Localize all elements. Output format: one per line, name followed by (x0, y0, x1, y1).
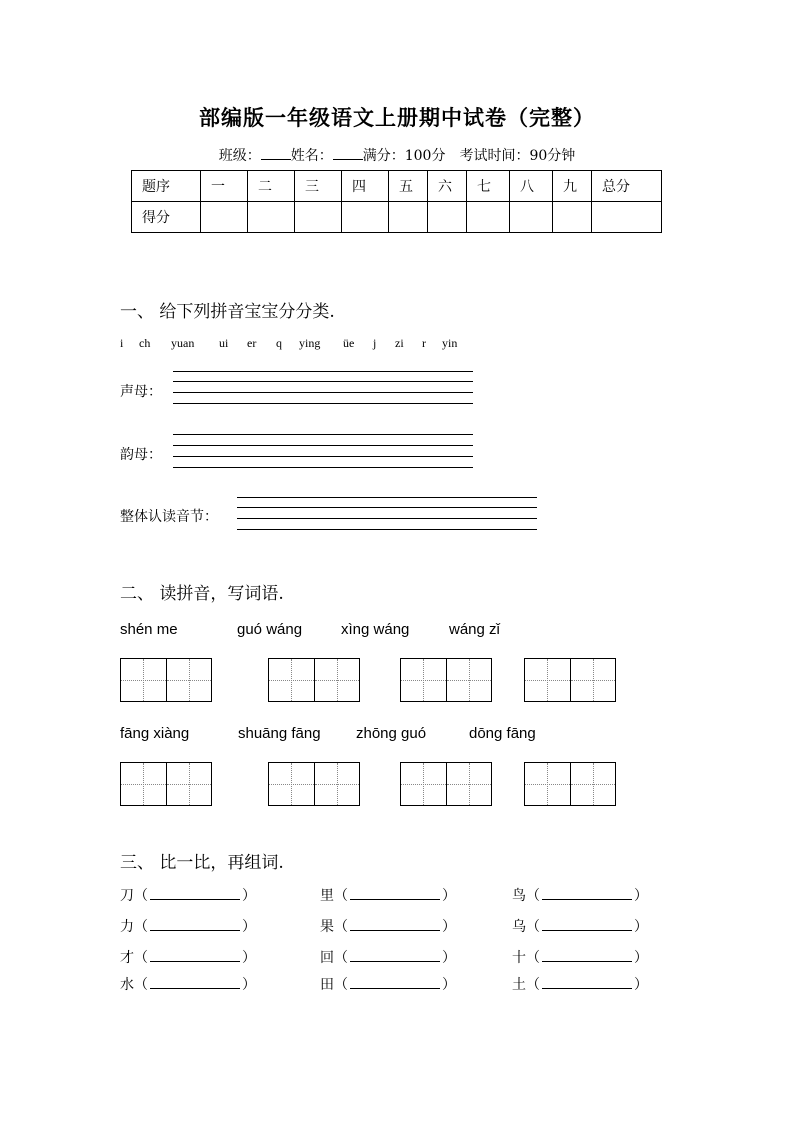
answer-line[interactable] (173, 445, 473, 446)
answer-blank[interactable] (350, 949, 440, 962)
class-label: 班级： (218, 148, 261, 164)
score-input-cell[interactable] (510, 202, 553, 233)
answer-blank[interactable] (350, 887, 440, 900)
compare-char: 十 (512, 950, 526, 966)
compare-item: 水（ ） (120, 977, 256, 993)
writing-grid[interactable] (400, 658, 492, 702)
answer-line[interactable] (173, 392, 473, 393)
answer-blank[interactable] (150, 976, 240, 989)
section3-heading: 三、 比一比，再组词. (120, 853, 284, 873)
pinyin-item: ying (299, 336, 321, 350)
exam-info (0, 145, 794, 165)
pinyin-item: er (247, 336, 257, 350)
answer-line[interactable] (237, 529, 537, 530)
compare-item: 果（ ） (320, 919, 456, 935)
pinyin-item: ch (139, 336, 151, 350)
compare-char: 鸟 (512, 888, 526, 904)
answer-line[interactable] (237, 497, 537, 498)
score-input-cell[interactable] (428, 202, 467, 233)
answer-line[interactable] (173, 434, 473, 435)
yunmu-label: 韵母： (120, 447, 162, 463)
answer-blank[interactable] (150, 887, 240, 900)
pinyin-item: q (276, 336, 282, 350)
answer-blank[interactable] (542, 949, 632, 962)
shengmu-label: 声母： (120, 384, 162, 400)
writing-grid[interactable] (120, 658, 212, 702)
compare-char: 田 (320, 977, 334, 993)
pinyin-word: wáng zǐ (449, 621, 500, 638)
pinyin-item: yuan (171, 336, 195, 350)
answer-blank[interactable] (542, 887, 632, 900)
score-table-header-row (132, 171, 662, 202)
writing-grid[interactable] (524, 658, 616, 702)
writing-grid[interactable] (268, 762, 360, 806)
table-cell: 二 (248, 171, 295, 202)
answer-blank[interactable] (150, 918, 240, 931)
class-blank[interactable] (261, 147, 291, 160)
zhengti-label: 整体认读音节： (120, 509, 218, 525)
table-cell: 得分 (132, 202, 201, 233)
table-cell: 一 (201, 171, 248, 202)
answer-line[interactable] (173, 381, 473, 382)
pinyin-item: j (373, 336, 377, 350)
name-label: 姓名： (290, 148, 333, 164)
table-cell: 总分 (592, 171, 662, 202)
answer-blank[interactable] (542, 918, 632, 931)
compare-char: 果 (320, 919, 334, 935)
compare-item: 乌（ ） (512, 919, 648, 935)
compare-char: 水 (120, 977, 134, 993)
name-blank[interactable] (333, 147, 363, 160)
compare-item: 刀（ ） (120, 888, 256, 904)
pinyin-item: üe (343, 336, 355, 350)
compare-char: 乌 (512, 919, 526, 935)
answer-blank[interactable] (350, 918, 440, 931)
pinyin-word: zhōng guó (356, 725, 427, 742)
section2-heading: 二、 读拼音，写词语. (120, 584, 284, 604)
answer-line[interactable] (237, 507, 537, 508)
answer-blank[interactable] (150, 949, 240, 962)
writing-grid[interactable] (400, 762, 492, 806)
pinyin-word: guó wáng (237, 621, 303, 638)
writing-grid[interactable] (120, 762, 212, 806)
score-table-score-row (132, 202, 662, 233)
pinyin-item: zi (395, 336, 404, 350)
table-cell: 六 (428, 171, 467, 202)
full-score: 满分：100分 (362, 148, 446, 164)
writing-grid[interactable] (268, 658, 360, 702)
pinyin-list (0, 336, 794, 352)
pinyin-item: yin (442, 336, 458, 350)
exam-time: 考试时间：90分钟 (459, 148, 576, 164)
compare-char: 才 (120, 950, 134, 966)
compare-item: 力（ ） (120, 919, 256, 935)
answer-blank[interactable] (350, 976, 440, 989)
compare-char: 土 (512, 977, 526, 993)
score-input-cell[interactable] (467, 202, 510, 233)
table-cell: 四 (342, 171, 389, 202)
answer-blank[interactable] (542, 976, 632, 989)
compare-item: 田（ ） (320, 977, 456, 993)
compare-item: 鸟（ ） (512, 888, 648, 904)
score-input-cell[interactable] (295, 202, 342, 233)
score-input-cell[interactable] (248, 202, 295, 233)
pinyin-item: r (422, 336, 426, 350)
score-input-cell[interactable] (389, 202, 428, 233)
table-cell: 九 (553, 171, 592, 202)
score-table (131, 170, 662, 233)
pinyin-word: shén me (120, 621, 178, 638)
table-cell: 五 (389, 171, 428, 202)
pinyin-word: xìng wáng (341, 621, 410, 638)
table-cell: 题序 (132, 171, 201, 202)
page-title: 部编版一年级语文上册期中试卷（完整） (199, 105, 595, 130)
score-input-cell[interactable] (342, 202, 389, 233)
score-input-cell[interactable] (201, 202, 248, 233)
compare-item: 十（ ） (512, 950, 648, 966)
answer-line[interactable] (237, 518, 537, 519)
pinyin-word: fāng xiàng (120, 725, 190, 742)
pinyin-word: shuāng fāng (238, 725, 321, 742)
score-input-cell[interactable] (553, 202, 592, 233)
table-cell: 七 (467, 171, 510, 202)
score-input-cell[interactable] (592, 202, 662, 233)
compare-char: 刀 (120, 888, 134, 904)
pinyin-word: dōng fāng (469, 725, 536, 742)
writing-grid[interactable] (524, 762, 616, 806)
compare-item: 回（ ） (320, 950, 456, 966)
pinyin-item: i (120, 336, 124, 350)
compare-item: 里（ ） (320, 888, 456, 904)
table-cell: 三 (295, 171, 342, 202)
pinyin-item: ui (219, 336, 229, 350)
compare-item: 才（ ） (120, 950, 256, 966)
compare-item: 土（ ） (512, 977, 648, 993)
answer-line[interactable] (173, 371, 473, 372)
section1-heading: 一、 给下列拼音宝宝分分类. (120, 302, 335, 322)
table-cell: 八 (510, 171, 553, 202)
compare-char: 里 (320, 888, 334, 904)
answer-line[interactable] (173, 403, 473, 404)
compare-char: 力 (120, 919, 134, 935)
answer-line[interactable] (173, 467, 473, 468)
compare-char: 回 (320, 950, 334, 966)
answer-line[interactable] (173, 456, 473, 457)
